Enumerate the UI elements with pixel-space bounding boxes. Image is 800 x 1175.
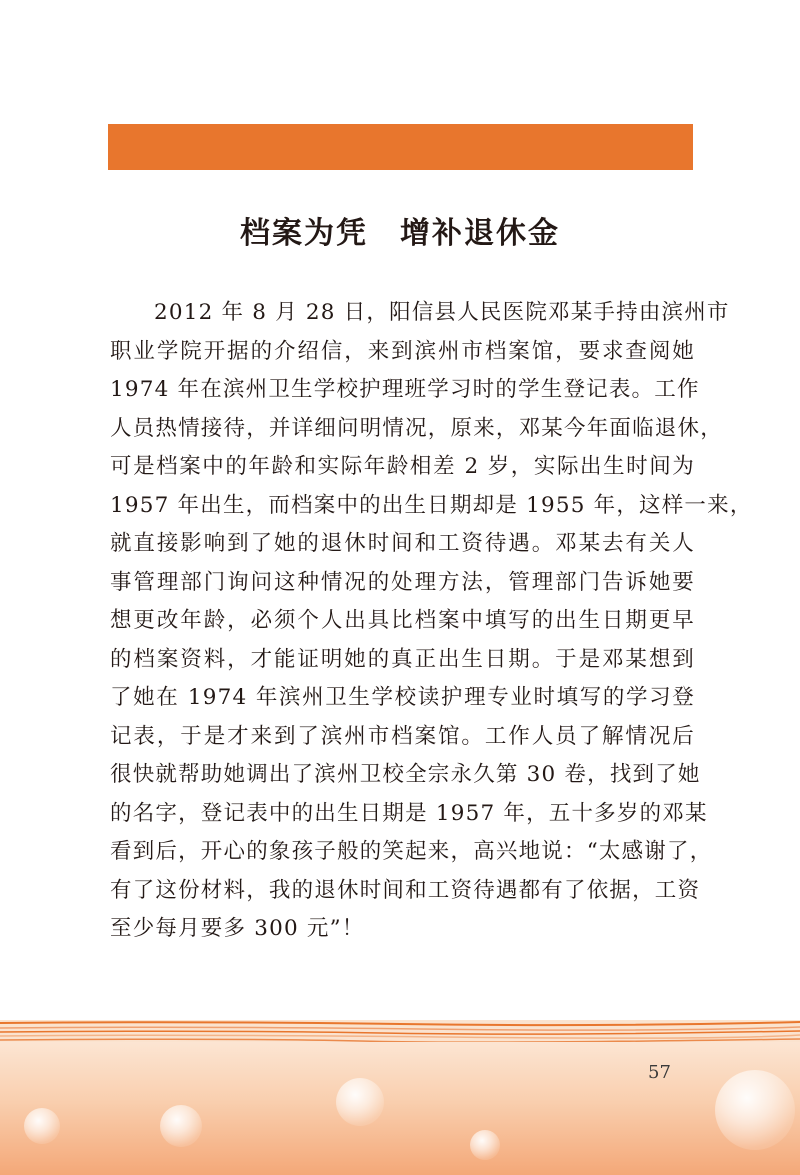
paragraph-line: 至少每月要多 300 元”！ [110, 916, 365, 941]
bubble-decoration [336, 1078, 384, 1126]
paragraph-line: 事管理部门询问这种情况的处理方法，管理部门告诉她要 [110, 569, 695, 595]
paragraph-line: 很快就帮助她调出了滨州卫校全宗永久第 30 卷，找到了她 [110, 762, 701, 787]
article-body [110, 294, 753, 949]
paragraph-line: 1957 年出生，而档案中的出生日期却是 1955 年，这样一来， [110, 492, 753, 518]
bubble-decoration [470, 1130, 500, 1160]
paragraph-line: 记表，于是才来到了滨州市档案馆。工作人员了解情况后 [110, 723, 695, 749]
footer-decoration [0, 1040, 800, 1175]
bubble-decoration [715, 1070, 795, 1150]
paragraph-line: 想更改年龄，必须个人出具比档案中填写的出生日期更早 [110, 608, 695, 633]
paragraph-line: 的名字，登记表中的出生日期是 1957 年，五十多岁的邓某 [110, 800, 708, 826]
paragraph-line: 可是档案中的年龄和实际年龄相差 2 岁，实际出生时间为 [110, 454, 695, 479]
paragraph-line: 了她在 1974 年滨州卫生学校读护理专业时填写的学习登 [110, 685, 695, 710]
paragraph-line: 的档案资料，才能证明她的真正出生日期。于是邓某想到 [110, 646, 695, 672]
article-title: 档案为凭 增补退休金 [240, 216, 560, 251]
header-accent-bar [108, 124, 693, 170]
bubble-decoration [160, 1105, 202, 1147]
paragraph-line: 2012 年 8 月 28 日，阳信县人民医院邓某手持由滨州市 [154, 300, 730, 325]
paragraph-line: 看到后，开心的象孩子般的笑起来，高兴地说：“太感谢了， [110, 839, 713, 864]
bubble-decoration [24, 1108, 60, 1144]
paragraph-line: 职业学院开据的介绍信，来到滨州市档案馆，要求查阅她 [110, 338, 695, 364]
paragraph-line: 有了这份材料，我的退休时间和工资待遇都有了依据，工资 [110, 877, 701, 903]
paragraph-line: 1974 年在滨州卫生学校护理班学习时的学生登记表。工作 [110, 377, 700, 402]
paragraph-line: 就直接影响到了她的退休时间和工资待遇。邓某去有关人 [110, 531, 695, 556]
page-number: 57 [648, 1062, 671, 1083]
paragraph-line: 人员热情接待，并详细问明情况，原来，邓某今年面临退休， [110, 415, 723, 441]
footer-stripes [0, 1020, 800, 1042]
